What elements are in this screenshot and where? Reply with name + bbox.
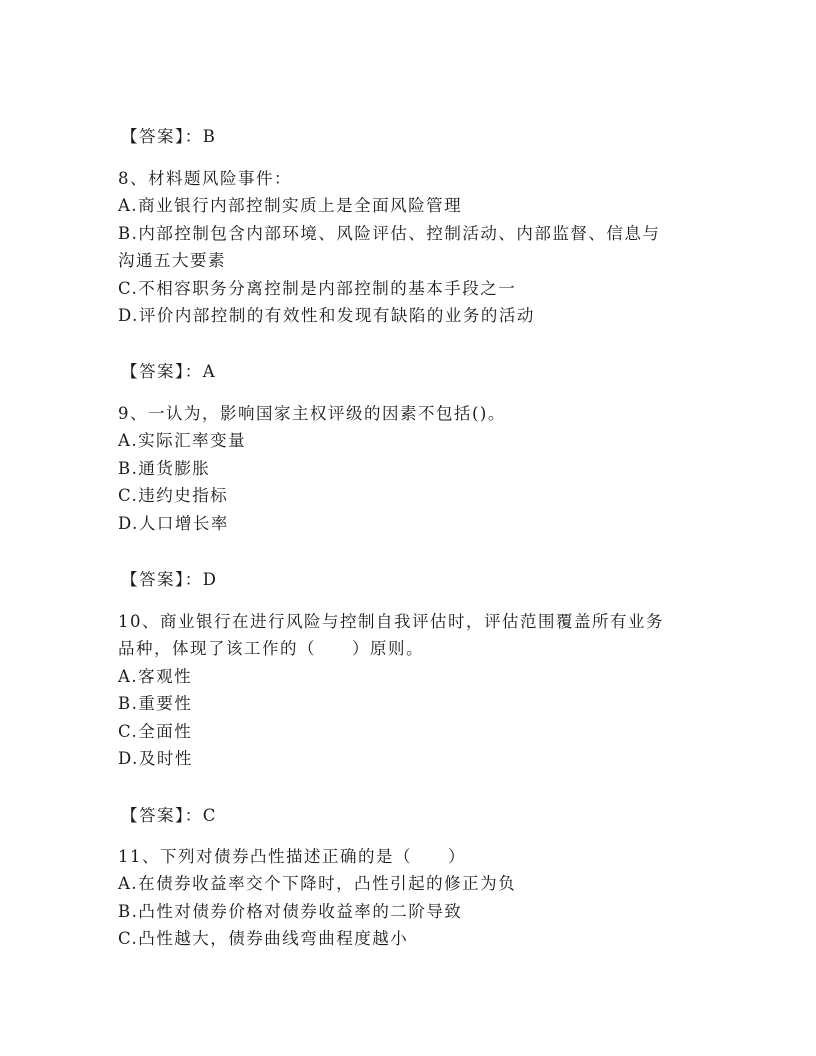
answer-8: 【答案】：A [121, 362, 217, 381]
question-8-stem: 8、材料题风险事件： [118, 169, 292, 188]
question-10-stem-line2: 品种，体现了该工作的（ ）原则。 [118, 639, 424, 658]
question-11-option-b: B.凸性对债券价格对债券收益率的二阶导致 [118, 902, 463, 921]
question-10-option-a: A.客观性 [118, 667, 193, 686]
question-8-option-a: A.商业银行内部控制实质上是全面风险管理 [118, 196, 463, 215]
question-11-option-c: C.凸性越大，债券曲线弯曲程度越小 [118, 929, 409, 948]
question-9-option-d: D.人口增长率 [118, 514, 229, 533]
answer-7: 【答案】：B [121, 127, 217, 146]
question-10-stem-line1: 10、商业银行在进行风险与控制自我评估时，评估范围覆盖所有业务 [118, 612, 664, 631]
question-9-stem: 9、一认为，影响国家主权评级的因素不包括()。 [118, 404, 506, 423]
question-8-option-b-line1: B.内部控制包含内部环境、风险评估、控制活动、内部监督、信息与 [118, 224, 661, 243]
question-9-option-b: B.通货膨胀 [118, 459, 211, 478]
question-8-option-d: D.评价内部控制的有效性和发现有缺陷的业务的活动 [118, 306, 535, 325]
question-11-option-a: A.在债券收益率交个下降时，凸性引起的修正为负 [118, 874, 517, 893]
answer-10: 【答案】：C [121, 806, 217, 825]
question-11-stem: 11、下列对债券凸性描述正确的是（ ） [118, 847, 466, 866]
question-9-option-c: C.违约史指标 [118, 486, 229, 505]
answer-9: 【答案】：D [121, 570, 218, 589]
question-10-option-b: B.重要性 [118, 694, 193, 713]
question-8-option-c: C.不相容职务分离控制是内部控制的基本手段之一 [118, 279, 517, 298]
question-10-option-d: D.及时性 [118, 749, 193, 768]
question-9-option-a: A.实际汇率变量 [118, 431, 247, 450]
question-8-option-b-line2: 沟通五大要素 [118, 251, 226, 270]
question-10-option-c: C.全面性 [118, 722, 193, 741]
